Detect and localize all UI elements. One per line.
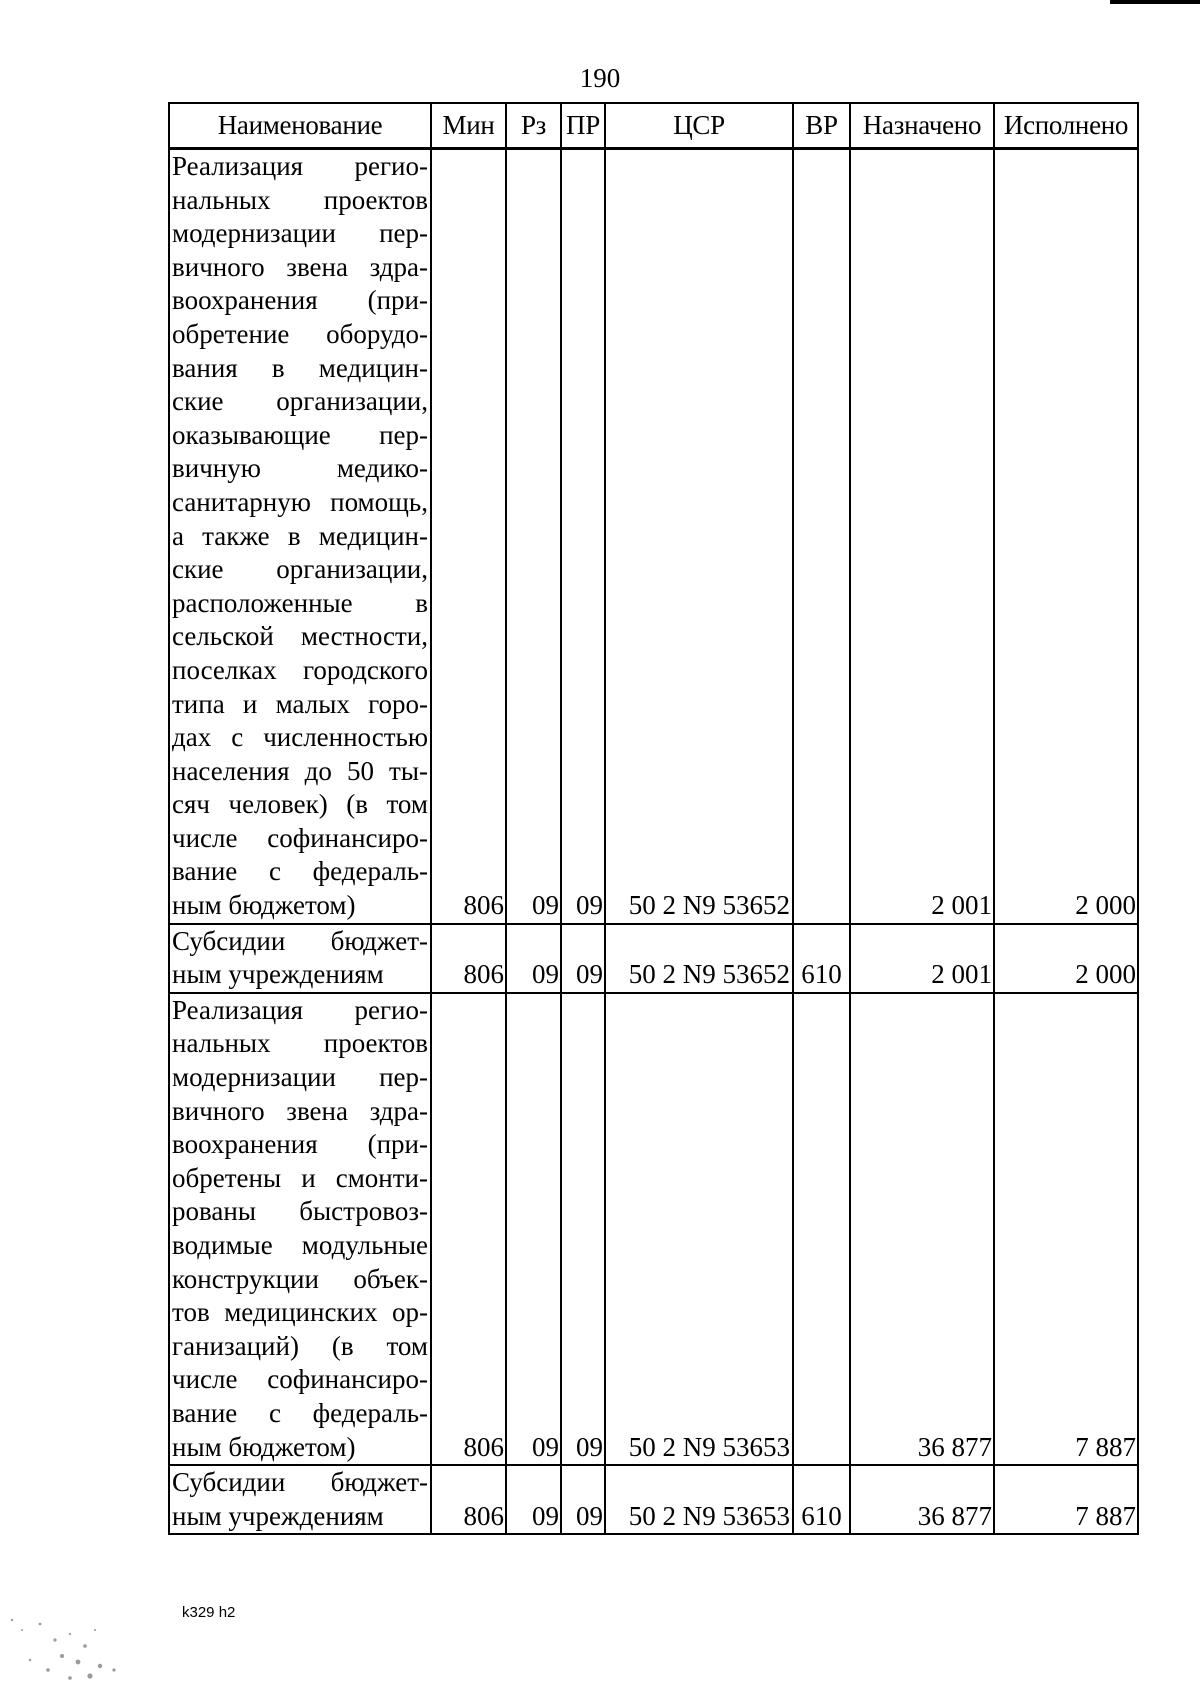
row-pr: 09 (561, 993, 605, 1465)
row-name-line: рованы быстровоз- (172, 1196, 428, 1227)
row-vr: 610 (793, 924, 850, 993)
header-executed: Исполнено (994, 103, 1138, 149)
row-name-line: обретены и смонти- (172, 1162, 428, 1193)
row-name-line: воохранения (при- (172, 1129, 428, 1160)
row-min: 806 (431, 924, 506, 993)
header-min: Мин (431, 103, 506, 149)
row-name-line: сельской местности, (172, 621, 428, 652)
row-pr: 09 (561, 924, 605, 993)
row-name-line: ным учреждениям (172, 1500, 384, 1531)
row-name-line: санитарную помощь, (172, 486, 428, 517)
row-name-line: обретение оборудо- (172, 318, 428, 349)
row-name-line: нальных проектов (172, 1028, 428, 1059)
row-name-line: населения до 50 ты- (172, 755, 428, 786)
table-body (169, 149, 1138, 1535)
row-name-line: вание с федераль- (172, 856, 428, 887)
row-name-line: тов медицинских ор- (172, 1297, 428, 1328)
row-executed: 7 887 (994, 1465, 1138, 1534)
row-name-line: поселках городского (172, 654, 428, 685)
row-name-line: числе софинансиро- (172, 1364, 428, 1395)
row-name-line: ным учреждениям (172, 959, 384, 990)
row-min: 806 (431, 1465, 506, 1534)
footer-code: k329 h2 (182, 1604, 236, 1621)
row-name-line: модернизации пер- (172, 218, 428, 249)
row-name-line: оказывающие пер- (172, 419, 428, 450)
row-rz: 09 (506, 993, 561, 1465)
row-assigned: 2 001 (850, 149, 994, 924)
row-min: 806 (431, 149, 506, 924)
table-row (169, 1465, 1138, 1534)
row-name-line: дах с численностью (172, 722, 428, 753)
row-vr (793, 993, 850, 1465)
row-name-line: конструкции объек- (172, 1263, 428, 1294)
row-pr: 09 (561, 149, 605, 924)
row-vr: 610 (793, 1465, 850, 1534)
row-csr: 50 2 N9 53652 (605, 924, 793, 993)
row-name-line: вичного звена здра- (172, 251, 428, 282)
header-assigned: Назначено (850, 103, 994, 149)
row-name-line: Субсидии бюджет- (172, 925, 428, 956)
row-name-line: водимые модульные (172, 1230, 428, 1260)
row-name-line: ным бюджетом) (172, 890, 356, 921)
row-name (169, 1465, 431, 1534)
row-executed: 2 000 (994, 149, 1138, 924)
row-name-line: сяч человек) (в том (172, 789, 428, 820)
row-rz: 09 (506, 149, 561, 924)
row-name-line: типа и малых горо- (172, 688, 428, 719)
row-name-line: а также в медицин- (172, 520, 428, 551)
row-pr: 09 (561, 1465, 605, 1534)
row-executed: 2 000 (994, 924, 1138, 993)
row-csr: 50 2 N9 53653 (605, 993, 793, 1465)
row-name-line: Реализация регио- (172, 994, 428, 1025)
row-assigned: 2 001 (850, 924, 994, 993)
table-row (169, 993, 1138, 1465)
row-assigned: 36 877 (850, 1465, 994, 1534)
table-row (169, 924, 1138, 993)
row-name (169, 993, 431, 1465)
header-pr: ПР (561, 103, 605, 149)
row-rz: 09 (506, 924, 561, 993)
budget-table (168, 102, 1139, 1535)
row-name-line: вание с федераль- (172, 1397, 428, 1428)
row-name-line: ганизаций) (в том (172, 1330, 428, 1361)
row-name-line: ские организации, (172, 554, 428, 585)
page-number: 190 (579, 63, 621, 93)
row-name (169, 924, 431, 993)
row-name-line: нальных проектов (172, 184, 428, 215)
row-name-line: числе софинансиро- (172, 822, 428, 853)
row-csr: 50 2 N9 53653 (605, 1465, 793, 1534)
table-header-row (169, 103, 1138, 149)
header-vr: ВР (793, 103, 850, 149)
row-name-line: ным бюджетом) (172, 1431, 356, 1462)
row-name-line: модернизации пер- (172, 1062, 428, 1093)
row-name-line: воохранения (при- (172, 285, 428, 316)
row-assigned: 36 877 (850, 993, 994, 1465)
row-csr: 50 2 N9 53652 (605, 149, 793, 924)
row-name (169, 149, 431, 924)
table-row (169, 149, 1138, 924)
row-name-line: вичного звена здра- (172, 1095, 428, 1126)
row-name-line: ские организации, (172, 386, 428, 417)
row-min: 806 (431, 993, 506, 1465)
row-name-line: вичную медико- (172, 453, 428, 484)
scan-noise-mark (0, 1600, 130, 1686)
row-vr (793, 149, 850, 924)
header-name: Наименование (169, 103, 431, 149)
row-name-line: вания в медицин- (172, 352, 428, 383)
row-name-line: расположенные в (172, 587, 428, 618)
row-name-line: Реализация регио- (172, 151, 428, 181)
header-rz: Рз (506, 103, 561, 149)
row-name-line: Субсидии бюджет- (172, 1467, 428, 1498)
scan-edge-rule (1110, 0, 1200, 4)
header-csr: ЦСР (605, 103, 793, 149)
row-rz: 09 (506, 1465, 561, 1534)
row-executed: 7 887 (994, 993, 1138, 1465)
